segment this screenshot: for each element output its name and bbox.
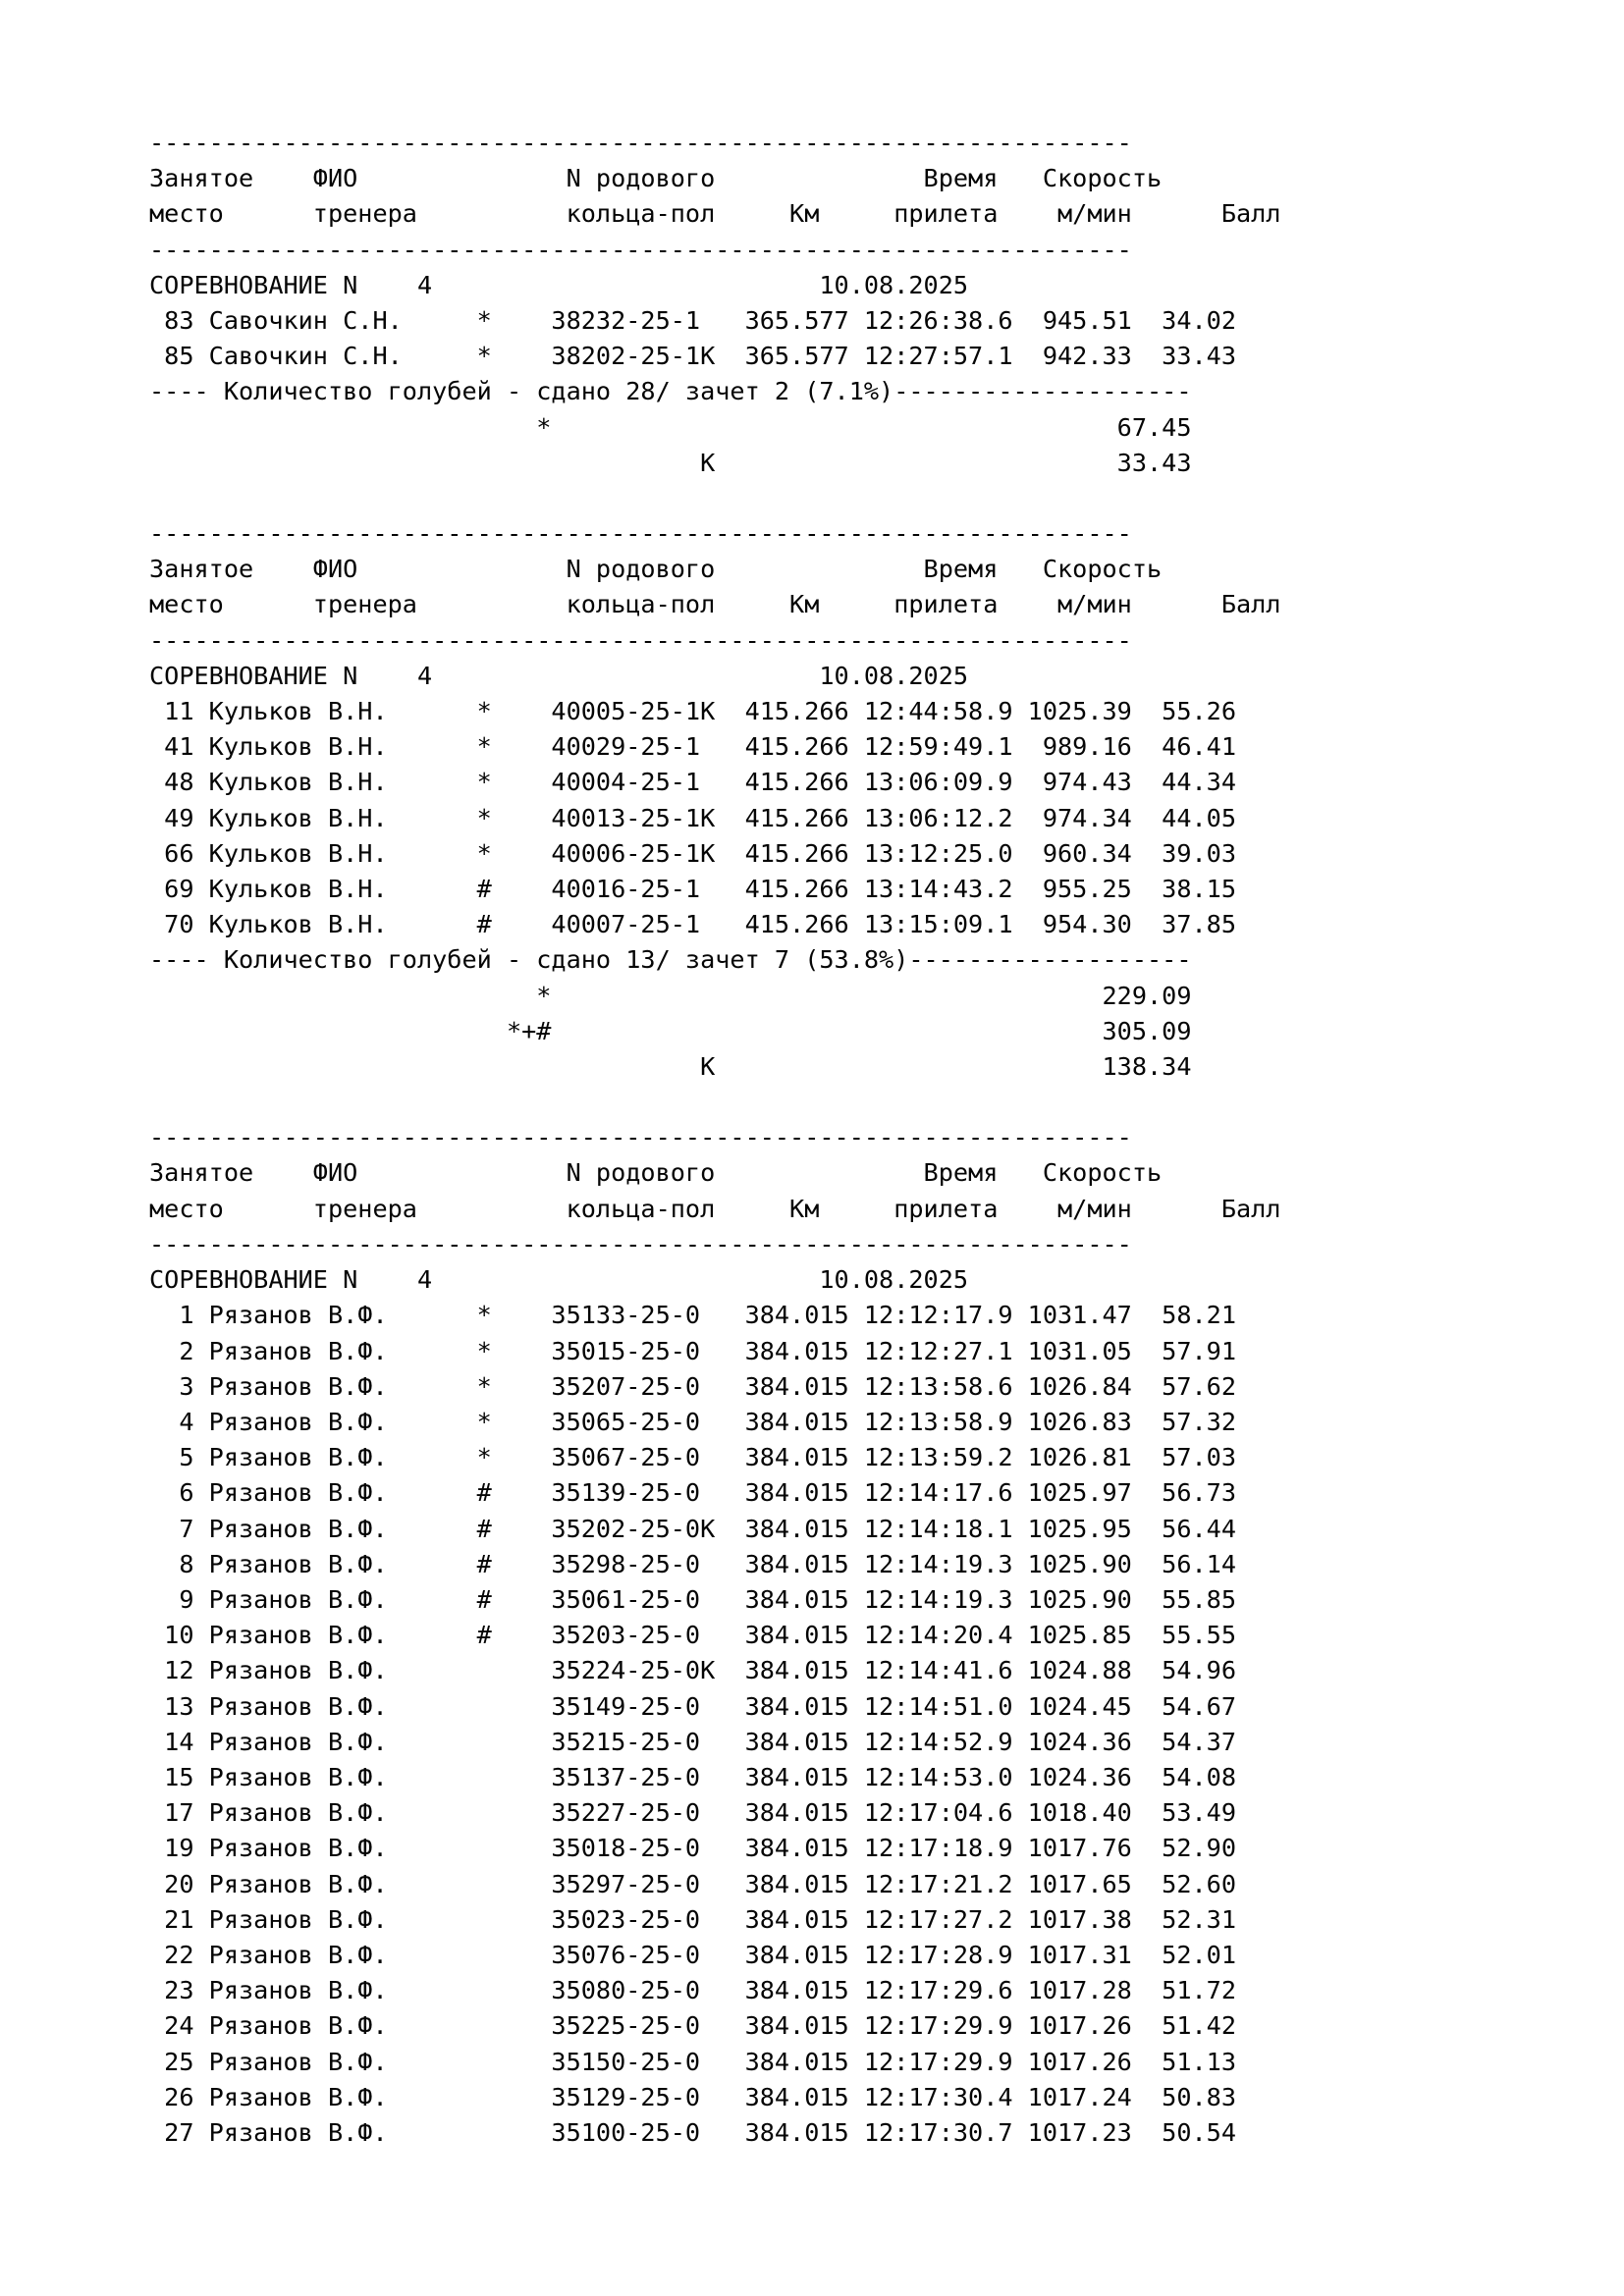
table-row: 26 Рязанов В.Ф. 35129-25-0 384.015 12:17:30.4 1017.24 50.83 [149,2082,1236,2111]
table-row: 13 Рязанов В.Ф. 35149-25-0 384.015 12:14:51.0 1024.45 54.67 [149,1691,1236,1721]
column-header-line-2: место тренера кольца-пол Км прилета м/мин Балл [149,590,1281,619]
table-row: 20 Рязанов В.Ф. 35297-25-0 384.015 12:17:21.2 1017.65 52.60 [149,1869,1236,1898]
section-3 [149,1123,1280,2147]
table-row: 49 Кульков В.Н. * 40013-25-1К 415.266 13:06:12.2 974.34 44.05 [149,803,1236,832]
table-row: 6 Рязанов В.Ф. # 35139-25-0 384.015 12:14:17.6 1025.97 56.73 [149,1478,1236,1508]
section-2 [149,519,1280,1081]
rule-under-header: ------------------------------------------------------------------ [149,235,1132,264]
table-row: 41 Кульков В.Н. * 40029-25-1 415.266 12:59:49.1 989.16 46.41 [149,732,1236,762]
total-line: К 33.43 [149,448,1192,477]
competition-line: СОРЕВНОВАНИЕ N 4 10.08.2025 [149,270,969,299]
table-row: 83 Савочкин С.Н. * 38232-25-1 365.577 12:26:38.6 945.51 34.02 [149,306,1236,336]
table-row: 1 Рязанов В.Ф. * 35133-25-0 384.015 12:12:17.9 1031.47 58.21 [149,1301,1236,1330]
table-row: 19 Рязанов В.Ф. 35018-25-0 384.015 12:17:18.9 1017.76 52.90 [149,1834,1236,1863]
column-header-line-1: Занятое ФИО N родового Время Скорость [149,164,1163,193]
section-gap [149,481,1487,516]
competition-line: СОРЕВНОВАНИЕ N 4 10.08.2025 [149,661,969,690]
rule-under-header: ------------------------------------------------------------------ [149,625,1132,655]
rule-top: ------------------------------------------------------------------ [149,519,1132,549]
table-row: 11 Кульков В.Н. * 40005-25-1К 415.266 12:44:58.9 1025.39 55.26 [149,697,1236,726]
table-row: 9 Рязанов В.Ф. # 35061-25-0 384.015 12:14:19.3 1025.90 55.85 [149,1584,1236,1614]
report-text [149,126,1487,2151]
table-row: 48 Кульков В.Н. * 40004-25-1 415.266 13:06:09.9 974.43 44.34 [149,768,1236,797]
section-gap [149,1085,1487,1120]
table-row: 25 Рязанов В.Ф. 35150-25-0 384.015 12:17:29.9 1017.26 51.13 [149,2047,1236,2076]
table-row: 27 Рязанов В.Ф. 35100-25-0 384.015 12:17:30.7 1017.23 50.54 [149,2117,1236,2147]
table-row: 66 Кульков В.Н. * 40006-25-1К 415.266 13:12:25.0 960.34 39.03 [149,838,1236,868]
column-header-line-1: Занятое ФИО N родового Время Скорость [149,1158,1163,1188]
rule-top: ------------------------------------------------------------------ [149,129,1132,157]
table-row: 24 Рязанов В.Ф. 35225-25-0 384.015 12:17:29.9 1017.26 51.42 [149,2011,1236,2041]
summary-line: ---- Количество голубей - сдано 13/ зачет 7 (53.8%)------------------- [149,945,1192,975]
table-row: 14 Рязанов В.Ф. 35215-25-0 384.015 12:14:52.9 1024.36 54.37 [149,1727,1236,1756]
section-1 [149,129,1280,477]
rule-top: ------------------------------------------------------------------ [149,1123,1132,1152]
table-row: 5 Рязанов В.Ф. * 35067-25-0 384.015 12:13:59.2 1026.81 57.03 [149,1443,1236,1472]
total-line: * 67.45 [149,412,1192,442]
column-header-line-1: Занятое ФИО N родового Время Скорость [149,555,1163,584]
table-row: 70 Кульков В.Н. # 40007-25-1 415.266 13:15:09.1 954.30 37.85 [149,910,1236,939]
table-row: 22 Рязанов В.Ф. 35076-25-0 384.015 12:17:28.9 1017.31 52.01 [149,1940,1236,1969]
total-line: *+# 305.09 [149,1016,1192,1045]
column-header-line-2: место тренера кольца-пол Км прилета м/мин Балл [149,1194,1281,1223]
summary-line: ---- Количество голубей - сдано 28/ зачет 2 (7.1%)-------------------- [149,377,1192,406]
table-row: 8 Рязанов В.Ф. # 35298-25-0 384.015 12:14:19.3 1025.90 56.14 [149,1549,1236,1578]
table-row: 12 Рязанов В.Ф. 35224-25-0К 384.015 12:14:41.6 1024.88 54.96 [149,1656,1236,1685]
total-line: К 138.34 [149,1052,1192,1082]
table-row: 3 Рязанов В.Ф. * 35207-25-0 384.015 12:13:58.6 1026.84 57.62 [149,1371,1236,1401]
table-row: 4 Рязанов В.Ф. * 35065-25-0 384.015 12:13:58.9 1026.83 57.32 [149,1407,1236,1436]
competition-line: СОРЕВНОВАНИЕ N 4 10.08.2025 [149,1265,969,1295]
table-row: 85 Савочкин С.Н. * 38202-25-1К 365.577 12:27:57.1 942.33 33.43 [149,342,1236,371]
table-row: 10 Рязанов В.Ф. # 35203-25-0 384.015 12:14:20.4 1025.85 55.55 [149,1621,1236,1650]
total-line: * 229.09 [149,981,1192,1010]
table-row: 2 Рязанов В.Ф. * 35015-25-0 384.015 12:12:27.1 1031.05 57.91 [149,1336,1236,1365]
column-header-line-2: место тренера кольца-пол Км прилета м/мин Балл [149,199,1281,229]
table-row: 17 Рязанов В.Ф. 35227-25-0 384.015 12:17:04.6 1018.40 53.49 [149,1798,1236,1828]
table-row: 23 Рязанов В.Ф. 35080-25-0 384.015 12:17:29.6 1017.28 51.72 [149,1976,1236,2005]
table-row: 21 Рязанов В.Ф. 35023-25-0 384.015 12:17:27.2 1017.38 52.31 [149,1904,1236,1934]
table-row: 15 Рязанов В.Ф. 35137-25-0 384.015 12:14:53.0 1024.36 54.08 [149,1762,1236,1791]
table-row: 7 Рязанов В.Ф. # 35202-25-0К 384.015 12:14:18.1 1025.95 56.44 [149,1514,1236,1543]
table-row: 69 Кульков В.Н. # 40016-25-1 415.266 13:14:43.2 955.25 38.15 [149,875,1236,904]
rule-under-header: ------------------------------------------------------------------ [149,1229,1132,1258]
